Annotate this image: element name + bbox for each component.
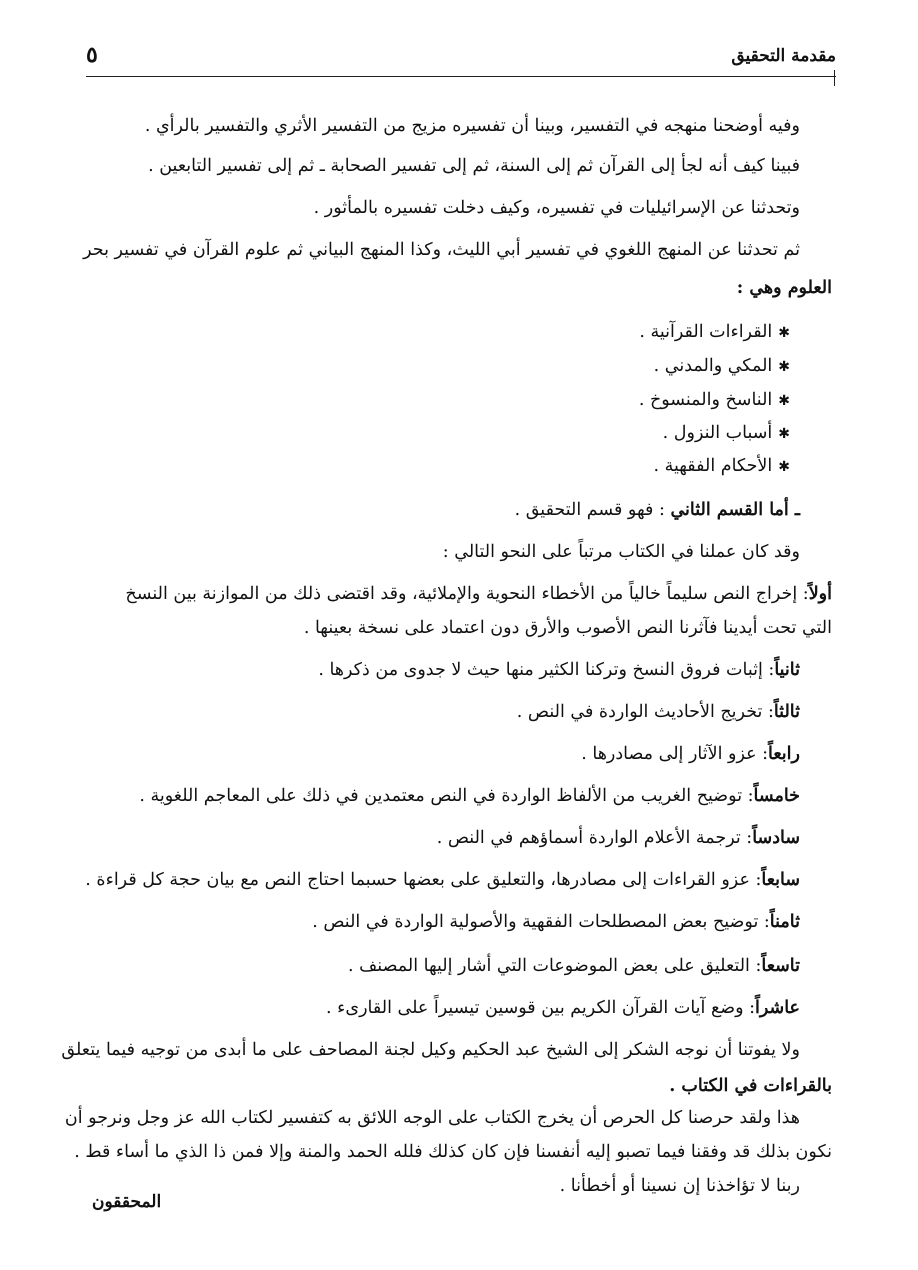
step-label: ثالثاً (773, 702, 800, 722)
step-item (517, 702, 800, 723)
step-text: : وضع آيات القرآن الكريم بين قوسين تيسيراً على القارىء . (326, 998, 756, 1018)
step-text: : توضيح بعض المصطلحات الفقهية والأصولية الواردة في النص . (312, 912, 770, 932)
closing-line: نكون بذلك قد وفقنا فيما تصبو إليه أنفسنا فإن كان كذلك فلله الحمد والمنة وإلا فمن ذا الذي ما أساء قط . (74, 1142, 832, 1162)
bullet-icon: ✱ (778, 393, 790, 409)
step-text: : إخراج النص سليماً خالياً من الأخطاء النحوية والإملائية، وقد اقتضى ذلك من الموازنة بين النسخ (125, 584, 809, 604)
intro-line: وفيه أوضحنا منهجه في التفسير، وبينا أن تفسيره مزيج من التفسير الأثري والتفسير بالرأي . (144, 116, 800, 136)
step-label: سابعاً (761, 870, 800, 890)
header-rule (86, 76, 836, 77)
step-item (348, 956, 800, 977)
page-header (86, 42, 836, 70)
bullet-text: الناسخ والمنسوخ . (638, 390, 773, 410)
bullet-item (654, 356, 790, 377)
step-label: تاسعاً (761, 956, 800, 976)
step-text: : إثبات فروق النسخ وتركنا الكثير منها حيث لا جدوى من ذكرها . (318, 660, 775, 680)
bullet-item (653, 456, 790, 477)
step-label: رابعاً (768, 744, 800, 764)
intro-line: العلوم وهي : (736, 278, 832, 298)
running-title: مقدمة التحقيق (731, 46, 836, 66)
section-two-label: ـ أما القسم الثاني (670, 500, 800, 520)
closing-line: هذا ولقد حرصنا كل الحرص أن يخرج الكتاب على الوجه اللائق به كتفسير لكتاب الله عز وجل ونرجو أن (64, 1108, 800, 1128)
section-two (515, 500, 800, 521)
step-item (326, 998, 800, 1019)
step-text: : تخريج الأحاديث الواردة في النص . (516, 702, 774, 722)
intro-line: وتحدثنا عن الإسرائيليات في تفسيره، وكيف دخلت تفسيره بالمأثور . (313, 198, 800, 218)
bullet-icon: ✱ (778, 325, 790, 341)
bullet-item (663, 423, 790, 444)
bullet-icon: ✱ (778, 359, 790, 375)
bullet-icon: ✱ (778, 426, 790, 442)
step-text: : عزو الآثار إلى مصادرها . (581, 744, 769, 764)
step-label: عاشراً (755, 998, 800, 1018)
bullet-icon: ✱ (778, 459, 790, 475)
step-label: ثانياً (774, 660, 800, 680)
closing-line: بالقراءات في الكتاب . (669, 1076, 832, 1096)
step-item (581, 744, 800, 765)
step-item (318, 660, 800, 681)
step-item (312, 912, 800, 933)
intro-line: ثم تحدثنا عن المنهج اللغوي في تفسير أبي الليث، وكذا المنهج البياني ثم علوم القرآن في تفسير بحر (83, 240, 800, 260)
step-label: ثامناً (769, 912, 800, 932)
intro-line: فبينا كيف أنه لجأ إلى القرآن ثم إلى السنة، ثم إلى تفسير الصحابة ـ ثم إلى تفسير التابعين . (148, 156, 800, 176)
bullet-item (639, 390, 790, 411)
step-label: سادساً (752, 828, 800, 848)
step-text: : توضيح الغريب من الألفاظ الواردة في النص معتمدين في ذلك على المعاجم اللغوية . (139, 786, 754, 806)
step-text: : عزو القراءات إلى مصادرها، والتعليق على بعضها حسبما احتاج النص مع بيان حجة كل قراءة . (85, 870, 762, 890)
step-continuation: التي تحت أيدينا فآثرنا النص الأصوب والأرق دون اعتماد على نسخة بعينها . (303, 618, 832, 638)
step-item (125, 584, 832, 605)
step-label: خامساً (753, 786, 800, 806)
bullet-text: القراءات القرآنية . (639, 322, 773, 342)
closing-line: ربنا لا تؤاخذنا إن نسينا أو أخطأنا . (559, 1176, 800, 1196)
step-item (85, 870, 800, 891)
bullet-text: أسباب النزول . (662, 423, 773, 443)
step-text: : التعليق على بعض الموضوعات التي أشار إليها المصنف . (348, 956, 762, 976)
page-number: ٥ (86, 42, 98, 68)
bullet-item (639, 322, 790, 343)
closing-line: ولا يفوتنا أن نوجه الشكر إلى الشيخ عبد الحكيم وكيل لجنة المصاحف على ما أبدى من توجيه فيما يتعلق (61, 1040, 800, 1060)
method-intro: وقد كان عملنا في الكتاب مرتباً على النحو التالي : (442, 542, 800, 562)
step-item (139, 786, 800, 807)
signature: المحققون (92, 1192, 162, 1212)
bullet-text: المكي والمدني . (653, 356, 773, 376)
step-item (437, 828, 800, 849)
header-rule-tick (834, 70, 835, 86)
section-two-text: : فهو قسم التحقيق . (514, 500, 665, 520)
step-text: : ترجمة الأعلام الواردة أسماؤهم في النص . (436, 828, 753, 848)
bullet-text: الأحكام الفقهية . (653, 456, 773, 476)
step-label: أولاً (808, 584, 832, 604)
